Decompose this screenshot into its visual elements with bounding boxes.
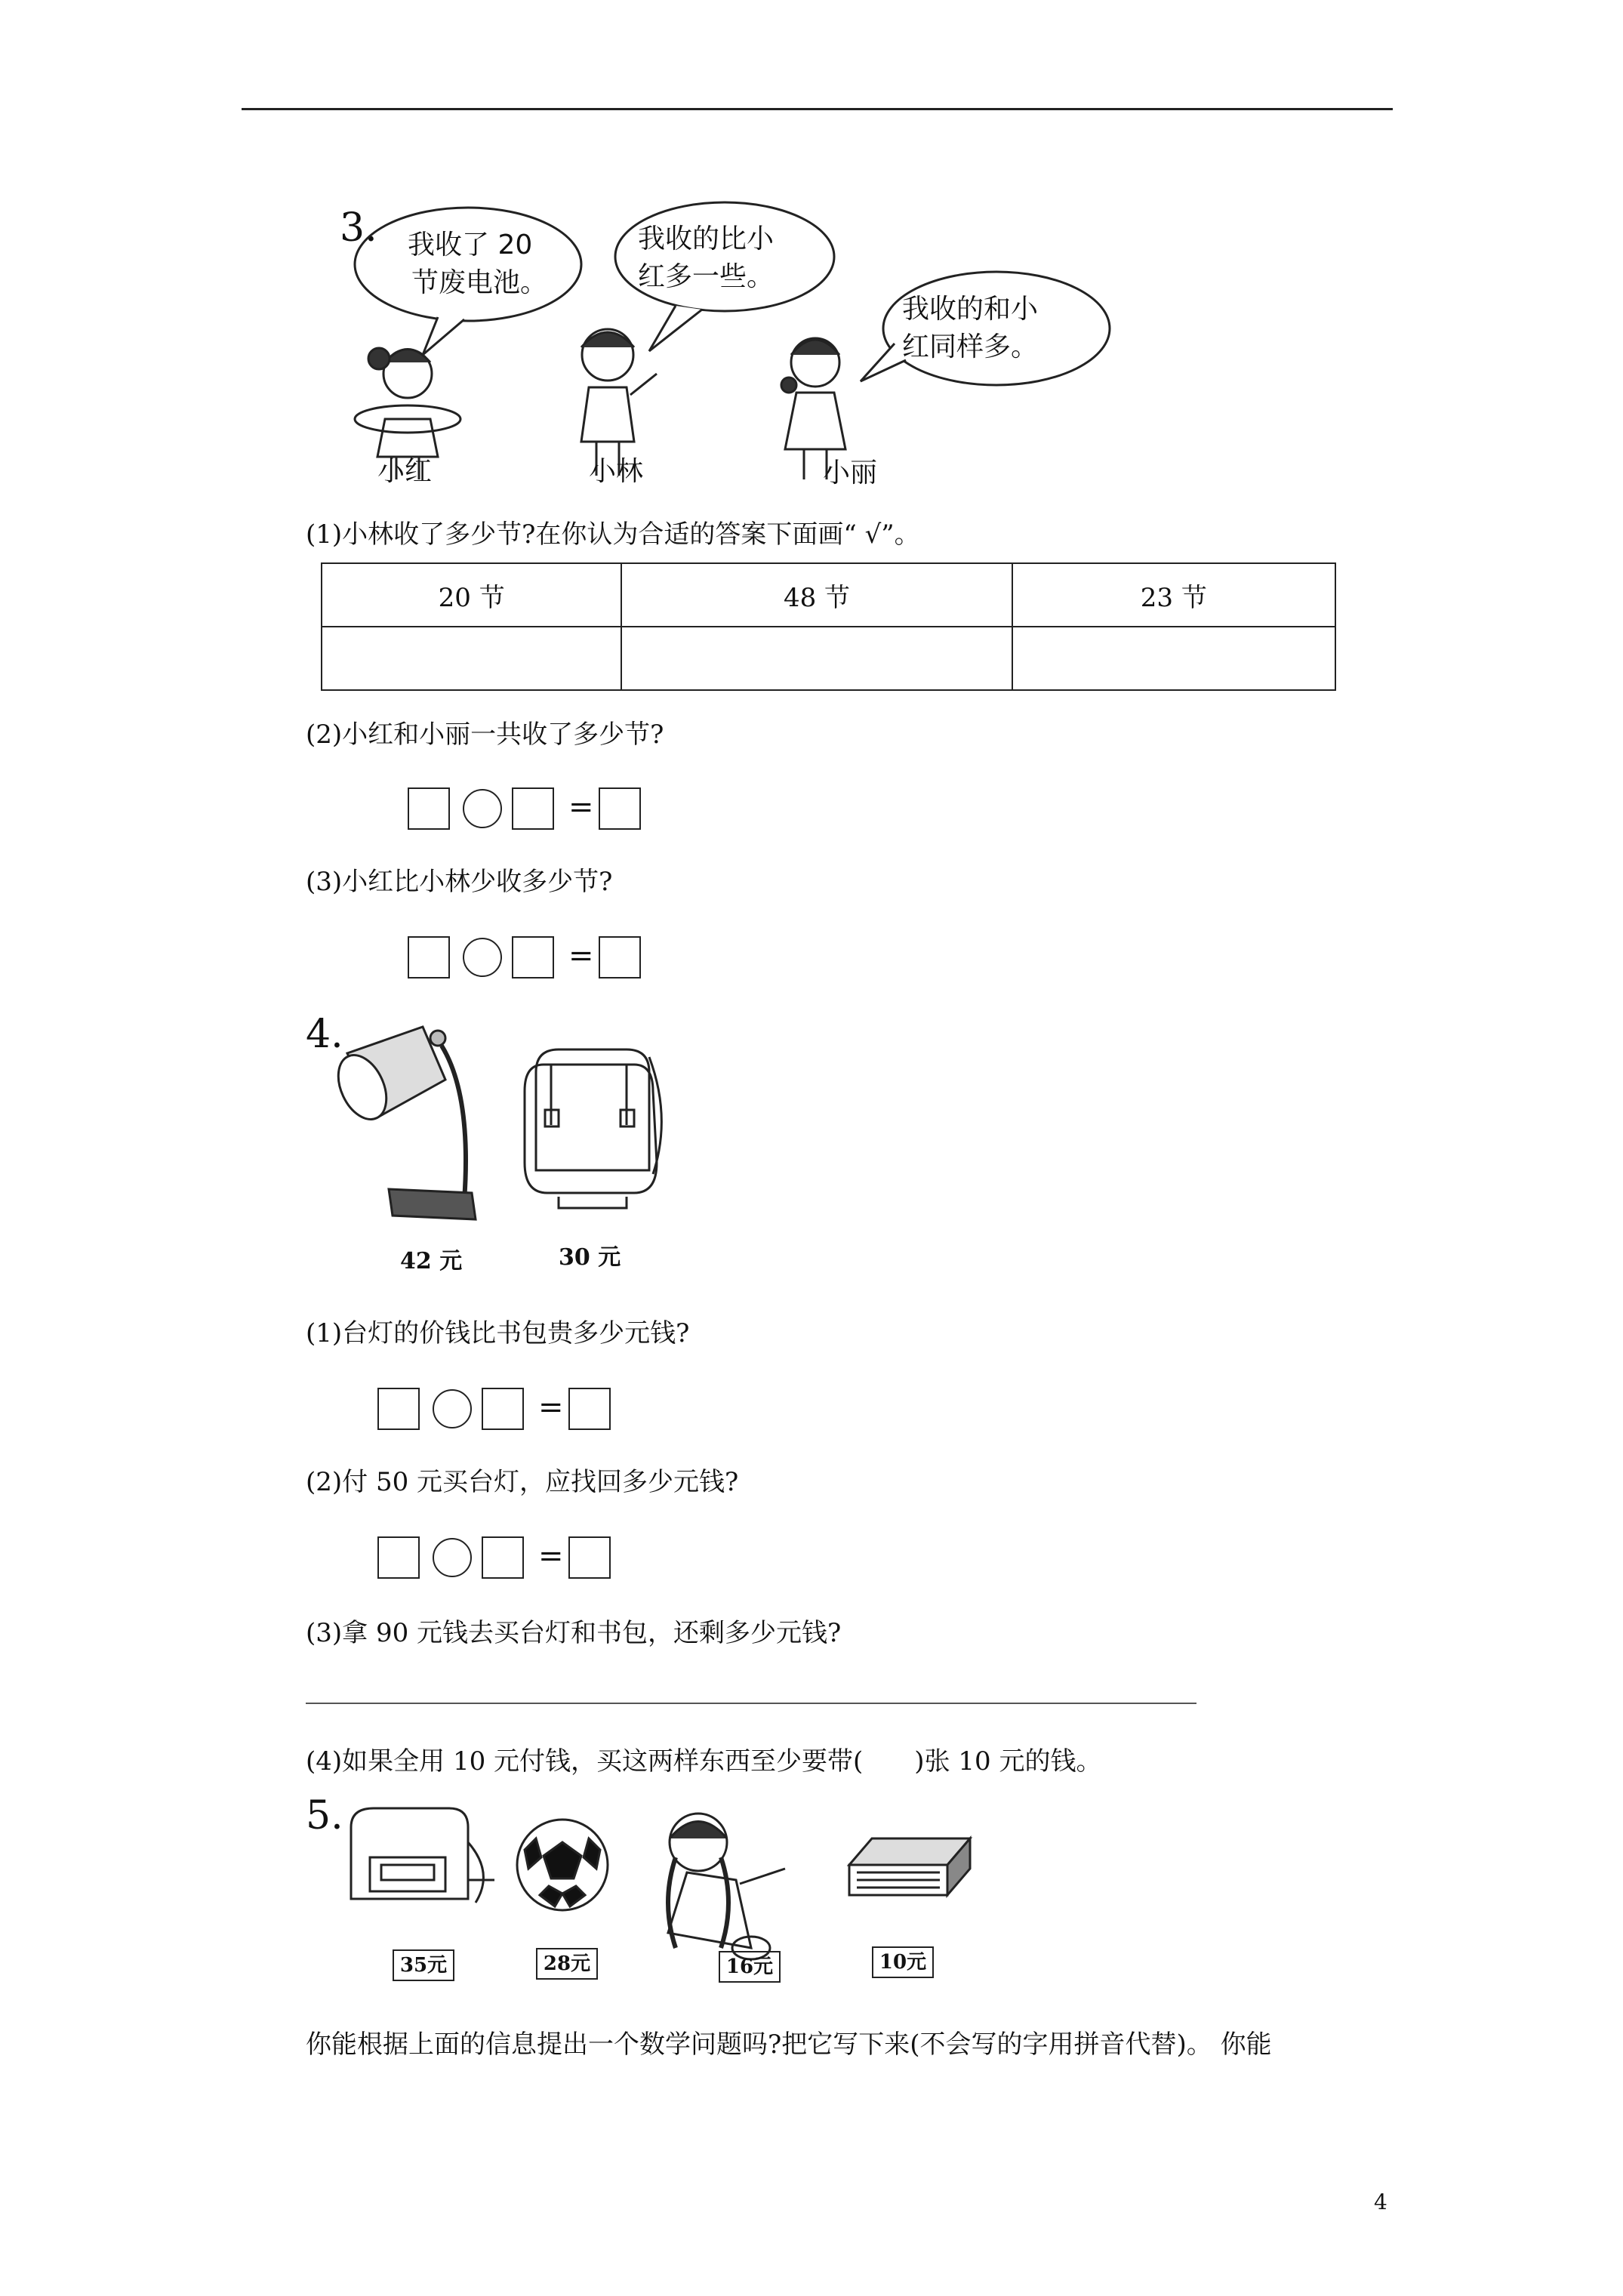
page-number: 4 — [1374, 2190, 1387, 2214]
operand-box-1[interactable] — [408, 787, 450, 830]
answer-table — [321, 562, 1336, 691]
answer-cell-20[interactable] — [322, 627, 621, 690]
price-book: 10元 — [872, 1946, 934, 1978]
soccer-ball-icon — [517, 1820, 608, 1910]
operand-box-1[interactable] — [377, 1536, 420, 1579]
bubble-xiaoli-line2: 红同样多。 — [902, 331, 1039, 362]
equals-sign: = — [568, 790, 594, 824]
table-header-23: 23 节 — [1012, 563, 1335, 627]
q3-sub2-equation — [408, 787, 649, 833]
equals-sign: = — [568, 938, 594, 973]
price-doll: 16元 — [719, 1951, 781, 1983]
bubble-xiaolin-line2: 红多一些。 — [638, 261, 775, 292]
q3-sub3-equation — [408, 936, 649, 982]
price-soccer-ball: 28元 — [536, 1948, 598, 1980]
result-box[interactable] — [568, 1388, 611, 1430]
q3-sub1-text: (1)小林收了多少节?在你认为合适的答案下面画“ √”。 — [306, 519, 920, 550]
operand-box-1[interactable] — [377, 1388, 420, 1430]
q4-sub3-text: (3)拿 90 元钱去买台灯和书包，还剩多少元钱? — [306, 1618, 842, 1648]
q4-illustration — [332, 1012, 679, 1231]
q3-sub2-text: (2)小红和小丽一共收了多少节? — [306, 720, 664, 750]
question-3-number: 3. — [340, 205, 377, 251]
bag-price: 30 元 — [559, 1244, 621, 1271]
school-bag-icon — [525, 1049, 661, 1208]
operand-box-2[interactable] — [512, 787, 554, 830]
operator-circle[interactable] — [463, 789, 502, 828]
q5-prompt-text: 你能根据上面的信息提出一个数学问题吗?把它写下来(不会写的字用拼音代替)。 你能 — [306, 2029, 1272, 2060]
q4-sub4-text: (4)如果全用 10 元付钱，买这两样东西至少要带( )张 10 元的钱。 — [306, 1746, 1102, 1777]
bubble-xiaohong-line1: 我收了 20 — [408, 230, 533, 260]
operand-box-1[interactable] — [408, 936, 450, 978]
table-header-48: 48 节 — [621, 563, 1012, 627]
q4-sub3-answer-line[interactable] — [306, 1703, 1196, 1704]
q4-sub2-equation — [377, 1536, 619, 1582]
book-icon — [849, 1838, 970, 1895]
operator-circle[interactable] — [433, 1538, 472, 1577]
q4-sub2-text: (2)付 50 元买台灯，应找回多少元钱? — [306, 1467, 739, 1497]
table-header-20: 20 节 — [322, 563, 621, 627]
operand-box-2[interactable] — [512, 936, 554, 978]
answer-cell-23[interactable] — [1012, 627, 1335, 690]
operand-box-2[interactable] — [482, 1536, 524, 1579]
equals-sign: = — [538, 1539, 564, 1573]
price-schoolbag: 35元 — [393, 1949, 454, 1981]
equals-sign: = — [538, 1390, 564, 1425]
name-xiaohong: 小红 — [377, 456, 433, 487]
schoolbag-icon — [351, 1808, 494, 1903]
q4-sub1-equation — [377, 1388, 619, 1433]
name-xiaoli: 小丽 — [823, 458, 878, 488]
question-4-number: 4. — [306, 1012, 343, 1057]
operand-box-2[interactable] — [482, 1388, 524, 1430]
bubble-xiaohong-line2: 节废电池。 — [411, 267, 548, 298]
lamp-price: 42 元 — [400, 1248, 463, 1274]
name-xiaolin: 小林 — [589, 456, 644, 487]
header-rule — [242, 108, 1393, 110]
result-box[interactable] — [599, 936, 641, 978]
result-box[interactable] — [599, 787, 641, 830]
question-5-number: 5. — [306, 1793, 343, 1838]
answer-cell-48[interactable] — [621, 627, 1012, 690]
bubble-xiaolin-line1: 我收的比小 — [638, 223, 775, 254]
bubble-xiaoli-line1: 我收的和小 — [902, 294, 1039, 325]
doll-icon — [668, 1814, 785, 1959]
desk-lamp-icon — [332, 1027, 476, 1219]
q4-sub1-text: (1)台灯的价钱比书包贵多少元钱? — [306, 1318, 690, 1348]
q3-sub3-text: (3)小红比小林少收多少节? — [306, 867, 613, 897]
operator-circle[interactable] — [433, 1389, 472, 1428]
operator-circle[interactable] — [463, 938, 502, 977]
result-box[interactable] — [568, 1536, 611, 1579]
